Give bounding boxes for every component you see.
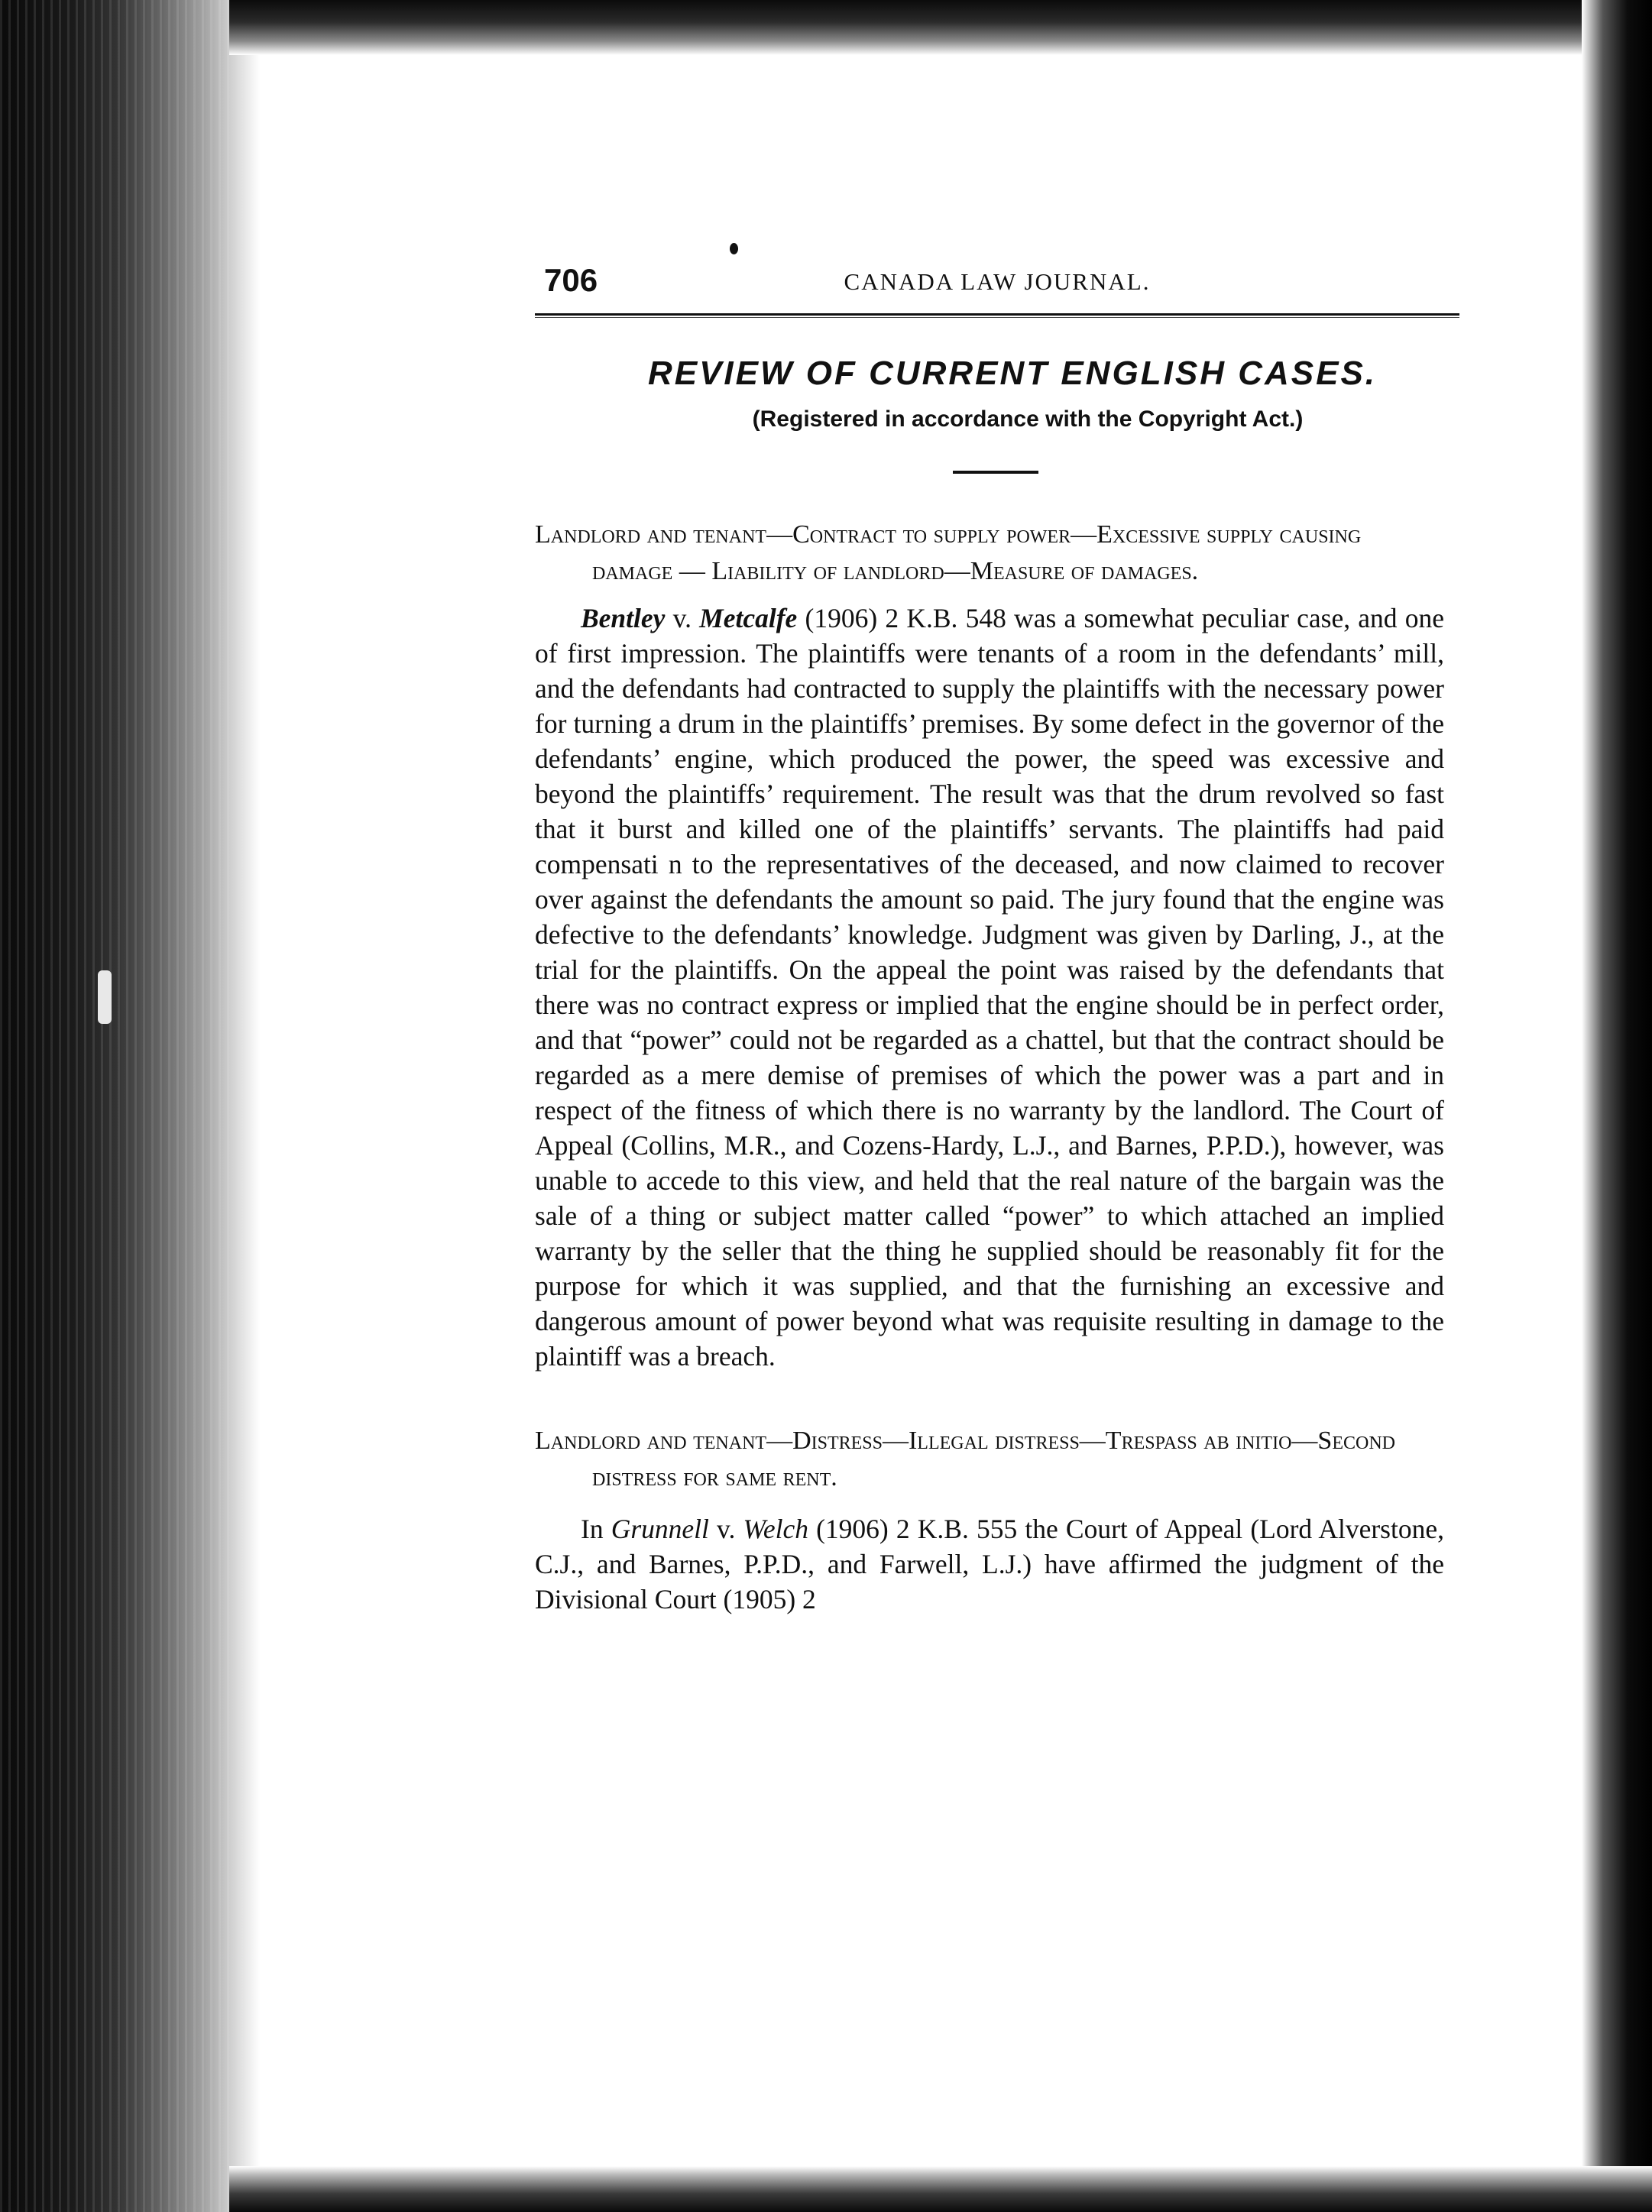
case-body-text: (1906) 2 K.B. 555 the Court of Appeal (Lord Alverstone, C.J., and Barnes, P.P.D., and Farwell, L.J.) have affirmed the judgment of the Divisional Court (1905) 2 [535, 1514, 1444, 1614]
case-versus: v. [665, 603, 700, 633]
page-content [535, 261, 1459, 1617]
section-title: REVIEW OF CURRENT ENGLISH CASES. [647, 355, 1378, 392]
binding-texture [0, 0, 229, 2212]
header-rule [535, 313, 1459, 318]
case-intro: In [581, 1514, 611, 1544]
journal-title: CANADA LAW JOURNAL. [844, 268, 1151, 295]
case-defendant-name: Welch [743, 1514, 808, 1544]
section-divider [953, 471, 1038, 474]
scan-speck [98, 970, 112, 1024]
case-versus: v. [708, 1514, 743, 1544]
scan-right-edge [1582, 0, 1652, 2212]
case-paragraph-2 [535, 1511, 1444, 1617]
case-plaintiff-name: Grunnell [611, 1514, 709, 1544]
copyright-note: (Registered in accordance with the Copyright Act.) [752, 406, 1304, 432]
case-heading-1: Landlord and tenant—Contract to supply power—Excessive supply causing damage — Liability of landlord—Measure of damages. [535, 520, 1362, 585]
running-head [535, 261, 1459, 300]
case-paragraph-1 [535, 601, 1444, 1374]
case-defendant-name: Metcalfe [699, 603, 798, 633]
scan-bottom-edge [229, 2166, 1652, 2212]
case-body-text: (1906) 2 K.B. 548 was a somewhat peculiar case, and one of first impression. The plaintiffs were tenants of a room in the defendants’ mill, and the defendants had contracted to supply the plaintiffs with the necessary power for turning a drum in the plaintiffs’ premises. By some defect in the governor of the defendants’ engine, which produced the power, the speed was excessive and beyond the plaintiffs’ requirement. The result was that the drum revolved so fast that it burst and killed one of the plaintiffs’ servants. The plaintiffs had paid compensati n to the representatives of the deceased, and now claimed to recover over against the defendants the amount so paid. The jury found that the engine was defective to the defendants’ knowledge. Judgment was given by Darling, J., at the trial for the plaintiffs. On the appeal the point was raised by the defendants that there was no contract express or implied that the engine should be in perfect order, and that “power” could not be regarded as a chattel, but that the contract should be regarded as a mere demise of premises of which the power was a part and in respect of the fitness of which there is no warranty by the landlord. The Court of Appeal (Collins, M.R., and Cozens-Hardy, L.J., and Barnes, P.P.D.), however, was unable to accede to this view, and held that the real nature of the bargain was the sale of a thing or subject matter called “power” to which attached an implied warranty by the seller that the thing he supplied should be reasonably fit for the purpose for which it was supplied, and that the furnishing an excessive and dangerous amount of power beyond what was requisite resulting in damage to the plaintiff was a breach. [535, 603, 1445, 1372]
case-plaintiff-name: Bentley [581, 603, 666, 633]
page-number: 706 [544, 262, 598, 298]
ink-spot [730, 243, 738, 254]
case-heading-2: Landlord and tenant—Distress—Illegal distress—Trespass ab initio—Second distress for same rent. [535, 1427, 1395, 1491]
scan-top-edge [229, 0, 1652, 55]
